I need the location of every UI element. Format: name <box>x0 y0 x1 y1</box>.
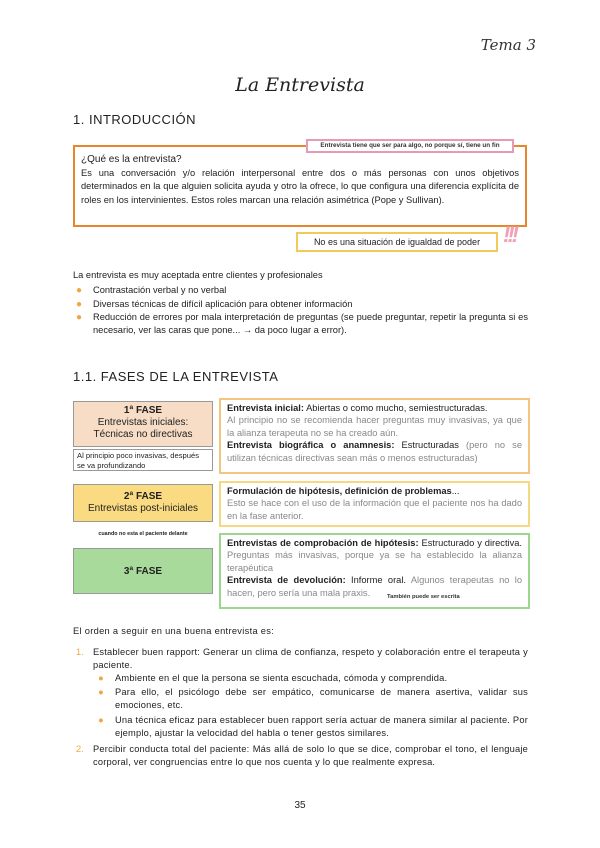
phase-2-note: cuando no esta el paciente delante <box>98 531 188 537</box>
list-item: ● Una técnica eficaz para establecer buen rapport sería actuar de manera similar al paciente. Por ejemplo, ajustar la velocidad del habla o tener gestos similares. <box>98 715 528 739</box>
phase-1-detail: Entrevista inicial: Abiertas o como mucho, semiestructuradas. Al principio no se recomienda hacer preguntas muy invasivas, ya que la alianza terapeuta no se ha creado aún. Entrevista biográfica o anamnesis: Estructuradas (pero no se utilizan técnicas directivas sean más o menos estructuradas) <box>219 398 530 474</box>
section-heading-phases: 1.1. FASES DE LA ENTREVISTA <box>73 369 279 384</box>
definition-text: Es una conversación y/o relación interpersonal entre dos o más personas con unos objetivos determinados en la que alguien solicita ayuda y otro la ofrece, lo que configura una diferencia explícita de roles en los intervinientes. Estos roles marcan una relación asimétrica (Pope y Sullivan). <box>81 168 519 205</box>
list-item: 1. Establecer buen rapport: Generar un clima de confianza, respeto y colaboración entre el terapeuta y paciente. <box>76 647 528 671</box>
exclamation-mark: !!! <box>503 222 516 247</box>
list-item: 2. Percibir conducta total del paciente: Más allá de solo lo que se dice, comprobar el tono, el lenguaje corporal, ver congruencias entre lo que nos cuenta y lo que realmente expresa. <box>76 744 528 768</box>
margin-note-purpose: Entrevista tiene que ser para algo, no porque sí, tiene un fin <box>306 139 514 153</box>
page-number: 35 <box>294 800 306 811</box>
list-item: ● Diversas técnicas de difícil aplicación para obtener información <box>76 299 353 310</box>
order-intro: El orden a seguir en una buena entrevista es: <box>73 626 275 636</box>
phase-1-box: 1ª FASE Entrevistas iniciales: Técnicas no directivas <box>73 401 213 447</box>
list-item: ● Ambiente en el que la persona se sienta escuchada, cómoda y comprendida. <box>98 673 448 683</box>
list-item: ● Contrastación verbal y no verbal <box>76 285 227 296</box>
phase-2-box: 2ª FASE Entrevistas post-iniciales <box>73 484 213 522</box>
definition-box <box>73 145 527 227</box>
phase-3-note: También puede ser escrita <box>387 594 460 600</box>
section-heading-intro: 1. INTRODUCCIÓN <box>73 112 197 127</box>
intro-paragraph: La entrevista es muy aceptada entre clientes y profesionales <box>73 270 323 280</box>
definition-question: ¿Qué es la entrevista? <box>81 154 182 165</box>
phase-3-detail: Entrevistas de comprobación de hipótesis: Estructurado y directiva. Preguntas más invasivas, porque ya se ha establecido la alianza terapéutica Entrevista de devolución: Informe oral. Algunos terapeutas no lo hacen, pero sería una mala praxis. <box>219 533 530 609</box>
list-item: ● Para ello, el psicólogo debe ser empático, comunicarse de manera asertiva, validar sus emociones, etc. <box>98 687 528 711</box>
page-title: La Entrevista <box>235 74 365 96</box>
phase-3-box: 3ª FASE <box>73 548 213 594</box>
list-item: ● Reducción de errores por mala interpretación de preguntas (se puede preguntar, repetir la pregunta si es necesario, ver las caras que pone... → da poco lugar a error). <box>76 312 528 335</box>
margin-note-power: No es una situación de igualdad de poder <box>296 232 498 252</box>
phase-1-note: Al principio poco invasivas, después se va profundizando <box>73 449 213 471</box>
topic-label: Tema 3 <box>480 36 536 54</box>
phase-2-detail: Formulación de hipótesis, definición de problemas... Esto se hace con el uso de la información que el paciente nos ha dado en la fase anterior. <box>219 481 530 527</box>
